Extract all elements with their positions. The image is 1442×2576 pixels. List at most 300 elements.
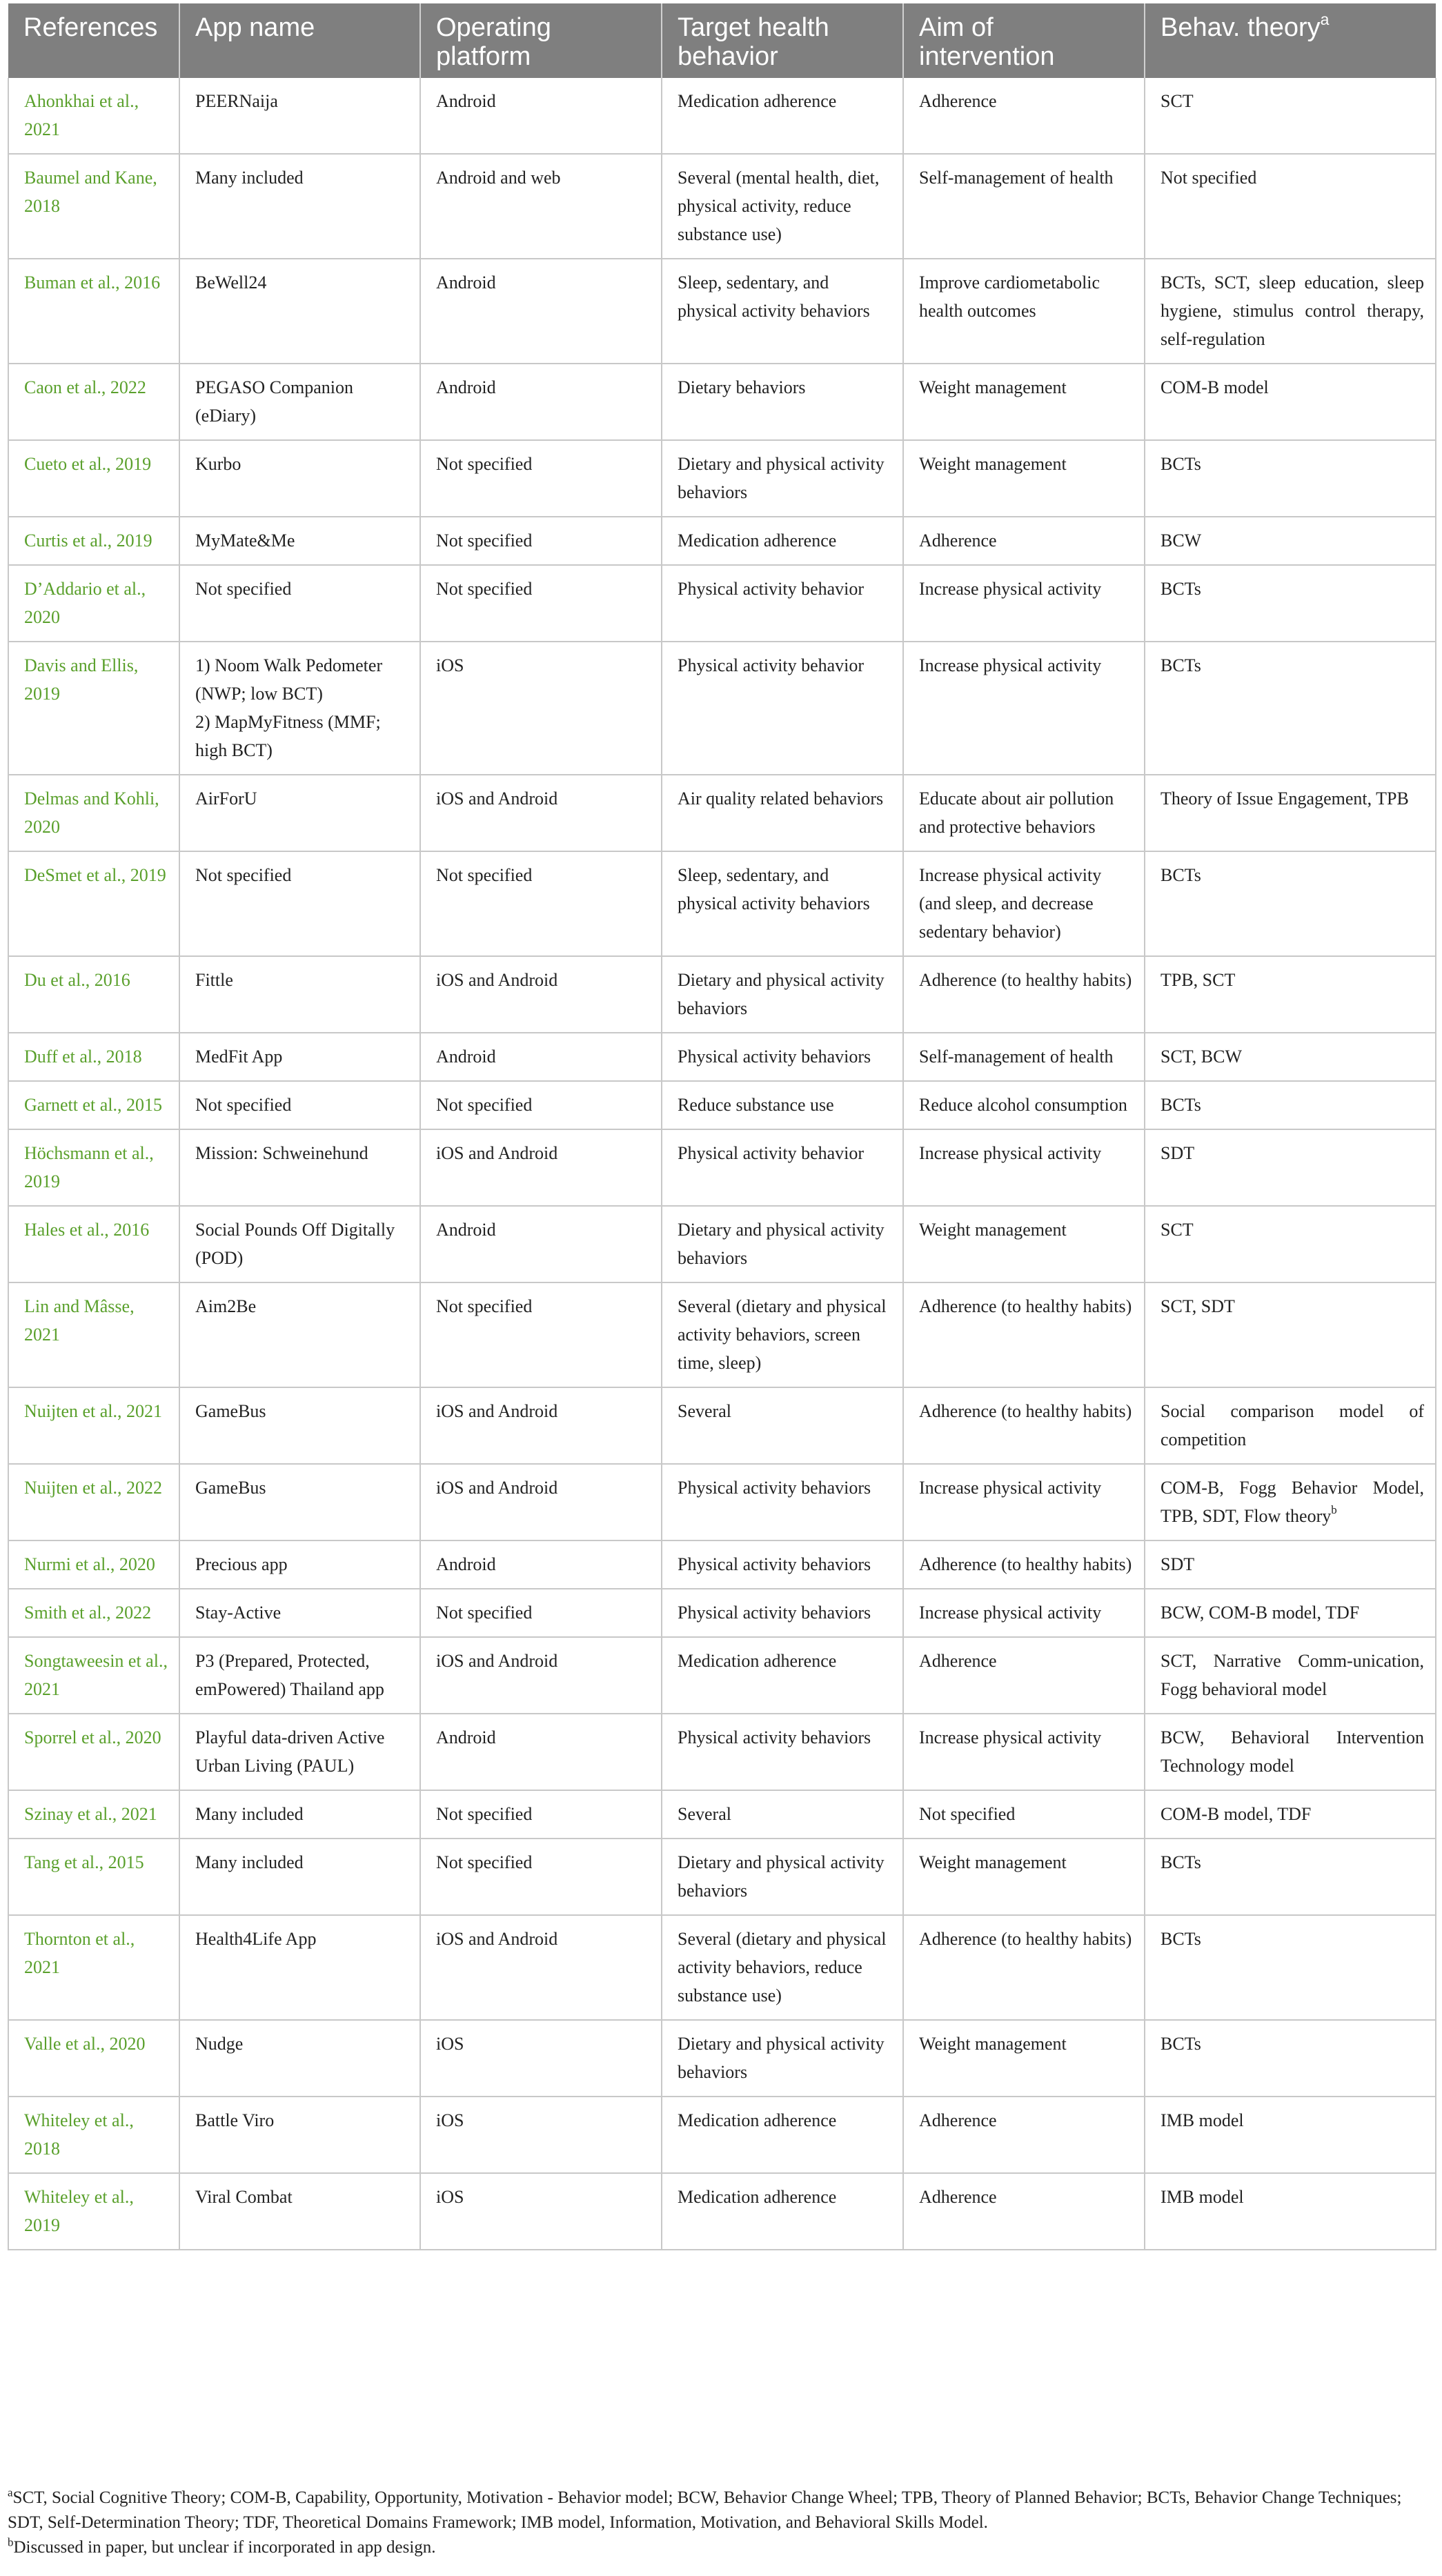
cell-operating-platform [420,1081,662,1129]
cell-behav-theory [1145,1839,1436,1915]
cell-aim-of-intervention [903,517,1145,565]
cell-aim-of-intervention [903,1714,1145,1790]
cell-aim-of-intervention [903,1282,1145,1387]
cell-aim-of-intervention-text: Adherence [919,91,997,111]
cell-behav-theory-text: BCTs [1160,1095,1201,1115]
cell-operating-platform-text: Android and web [436,168,561,188]
cell-app-name [179,1464,420,1540]
cell-app-name-text: Nudge [195,2034,244,2054]
cell-aim-of-intervention [903,1081,1145,1129]
cell-behav-theory-text: Not specified [1160,168,1257,188]
cell-behav-theory [1145,1206,1436,1282]
table-row [8,1915,1436,2020]
cell-operating-platform-text: iOS [436,2034,464,2054]
cell-reference-text: Whiteley et al., 2019 [24,2187,134,2235]
cell-reference [8,1282,179,1387]
cell-app-name-text: Kurbo [195,454,241,474]
cell-aim-of-intervention-text: Self-management of health [919,168,1114,188]
cell-target-health-behavior [662,1915,903,2020]
cell-aim-of-intervention-text: Increase physical activity [919,1727,1102,1747]
cell-aim-of-intervention [903,1387,1145,1464]
cell-target-health-behavior-text: Several [678,1804,731,1824]
cell-reference [8,1081,179,1129]
cell-aim-of-intervention-text: Adherence [919,1651,997,1671]
cell-aim-of-intervention [903,851,1145,956]
cell-operating-platform-text: iOS and Android [436,1401,558,1421]
cell-behav-theory [1145,259,1436,364]
cell-behav-theory [1145,1282,1436,1387]
cell-target-health-behavior-text: Reduce substance use [678,1095,834,1115]
cell-behav-theory [1145,642,1436,775]
cell-aim-of-intervention-text: Weight management [919,377,1067,397]
cell-target-health-behavior-text: Dietary and physical activity behaviors [678,454,885,502]
cell-reference [8,1839,179,1915]
cell-behav-theory [1145,1540,1436,1589]
cell-aim-of-intervention [903,440,1145,517]
cell-behav-theory-text: BCTs, SCT, sleep education, sleep hygiene, stimulus control therapy, self-regulation [1160,273,1424,349]
cell-aim-of-intervention-text: Not specified [919,1804,1016,1824]
cell-reference [8,1915,179,2020]
cell-target-health-behavior [662,154,903,259]
cell-reference-text: Smith et al., 2022 [24,1603,152,1623]
cell-app-name [179,1206,420,1282]
cell-target-health-behavior-text: Physical activity behaviors [678,1727,871,1747]
cell-behav-theory [1145,364,1436,440]
cell-behav-theory [1145,2097,1436,2173]
cell-operating-platform-text: Android [436,1220,496,1240]
cell-target-health-behavior-text: Several [678,1401,731,1421]
cell-reference [8,642,179,775]
cell-operating-platform-text: Android [436,91,496,111]
cell-app-name-text: Viral Combat [195,2187,293,2207]
cell-reference [8,259,179,364]
table-row [8,1206,1436,1282]
table-row [8,1790,1436,1839]
cell-aim-of-intervention [903,154,1145,259]
cell-app-name-text: Playful data-driven Active Urban Living (PAUL) [195,1727,385,1776]
cell-operating-platform [420,2173,662,2250]
cell-reference [8,565,179,642]
cell-target-health-behavior [662,1129,903,1206]
cell-operating-platform-text: Not specified [436,1603,533,1623]
table-row [8,1637,1436,1714]
cell-operating-platform-text: Not specified [436,454,533,474]
cell-operating-platform-text: Android [436,1727,496,1747]
cell-app-name-text: PEERNaija [195,91,278,111]
cell-operating-platform [420,1637,662,1714]
cell-behav-theory-text: BCW, Behavioral Intervention Technology model [1160,1727,1424,1776]
cell-reference-text: Nuijten et al., 2021 [24,1401,163,1421]
cell-behav-theory [1145,517,1436,565]
cell-operating-platform [420,517,662,565]
cell-target-health-behavior [662,1790,903,1839]
header-target-health-behavior: Target health behavior [662,3,903,78]
cell-app-name-text: P3 (Prepared, Protected, emPowered) Thailand app [195,1651,384,1699]
cell-app-name-text: Many included [195,1804,304,1824]
cell-aim-of-intervention-text: Increase physical activity [919,1603,1102,1623]
cell-behav-theory [1145,1790,1436,1839]
cell-reference [8,851,179,956]
cell-target-health-behavior [662,440,903,517]
cell-operating-platform-text: iOS and Android [436,970,558,990]
cell-operating-platform-text: Android [436,1047,496,1067]
cell-behav-theory-text: IMB model [1160,2187,1244,2207]
table-row [8,2020,1436,2097]
cell-reference-text: Hales et al., 2016 [24,1220,150,1240]
cell-app-name [179,642,420,775]
cell-operating-platform [420,1839,662,1915]
cell-target-health-behavior-text: Dietary and physical activity behaviors [678,970,885,1018]
cell-app-name-text: Social Pounds Off Digitally (POD) [195,1220,395,1268]
table-row [8,851,1436,956]
cell-app-name-text: Health4Life App [195,1929,317,1949]
cell-reference [8,78,179,154]
cell-behav-theory [1145,1637,1436,1714]
cell-target-health-behavior [662,1714,903,1790]
cell-target-health-behavior [662,642,903,775]
cell-target-health-behavior-text: Dietary and physical activity behaviors [678,1220,885,1268]
cell-app-name-text: GameBus [195,1401,266,1421]
cell-operating-platform [420,851,662,956]
cell-behav-theory [1145,1589,1436,1637]
cell-app-name [179,1589,420,1637]
cell-target-health-behavior-text: Sleep, sedentary, and physical activity behaviors [678,273,870,321]
table-row [8,1839,1436,1915]
cell-behav-theory-text: COM-B model [1160,377,1269,397]
cell-aim-of-intervention [903,1540,1145,1589]
cell-aim-of-intervention [903,956,1145,1033]
cell-app-name-text: MedFit App [195,1047,283,1067]
cell-behav-theory-text: SDT [1160,1143,1195,1163]
table-row [8,78,1436,154]
cell-aim-of-intervention [903,565,1145,642]
cell-aim-of-intervention-text: Increase physical activity [919,1143,1102,1163]
cell-target-health-behavior-text: Several (dietary and physical activity behaviors, screen time, sleep) [678,1296,887,1373]
apps-table [8,3,1436,2250]
cell-operating-platform [420,78,662,154]
cell-target-health-behavior-text: Dietary behaviors [678,377,806,397]
cell-aim-of-intervention-text: Increase physical activity [919,1478,1102,1498]
cell-operating-platform-text: iOS [436,655,464,675]
cell-target-health-behavior-text: Dietary and physical activity behaviors [678,1852,885,1901]
cell-app-name [179,956,420,1033]
cell-app-name-text: Not specified [195,1095,292,1115]
cell-app-name [179,2173,420,2250]
cell-target-health-behavior-text: Dietary and physical activity behaviors [678,2034,885,2082]
cell-operating-platform [420,1033,662,1081]
cell-reference-text: Songtaweesin et al., 2021 [24,1651,168,1699]
cell-target-health-behavior [662,1387,903,1464]
cell-aim-of-intervention-text: Adherence [919,2110,997,2130]
cell-behav-theory [1145,1387,1436,1464]
cell-app-name [179,1282,420,1387]
cell-target-health-behavior [662,2097,903,2173]
table-row [8,517,1436,565]
cell-behav-theory-text: BCTs [1160,1929,1201,1949]
cell-reference [8,956,179,1033]
table-row [8,1033,1436,1081]
cell-reference [8,364,179,440]
cell-behav-theory-text: SCT, BCW [1160,1047,1242,1067]
footnote-a: $^a$SCT, Social Cognitive Theory; COM-B, Capability, Opportunity, Motivation - Behavior model; BCW, Behavior Change Wheel; TPB, Theory of Planned Behavior; BCTs, Behavior Change Techniques; SDT, Self-Determination Theory; TDF, Theoretical Domains Framework; IMB model, Information, Motivation, and Behavioral Skills Model. [8,2486,1402,2532]
cell-app-name [179,1033,420,1081]
cell-reference [8,1714,179,1790]
cell-operating-platform-text: Not specified [436,1852,533,1872]
cell-operating-platform-text: Android [436,273,496,293]
cell-aim-of-intervention [903,1206,1145,1282]
cell-reference-text: Du et al., 2016 [24,970,130,990]
cell-aim-of-intervention [903,1839,1145,1915]
cell-aim-of-intervention [903,642,1145,775]
cell-app-name [179,851,420,956]
header-aim-of-intervention: Aim of intervention [903,3,1145,78]
cell-behav-theory-text: BCW [1160,531,1202,551]
cell-reference-text: Garnett et al., 2015 [24,1095,162,1115]
cell-app-name-text: Not specified [195,865,292,885]
cell-app-name-text: PEGASO Companion (eDiary) [195,377,353,426]
table-row [8,364,1436,440]
cell-operating-platform-text: Android [436,377,496,397]
cell-operating-platform-text: iOS [436,2187,464,2207]
cell-behav-theory-text: BCW, COM-B model, TDF [1160,1603,1360,1623]
cell-behav-theory-text: TPB, SCT [1160,970,1236,990]
cell-reference-text: Thornton et al., 2021 [24,1929,135,1977]
cell-reference-text: Baumel and Kane, 2018 [24,168,157,216]
cell-target-health-behavior [662,1282,903,1387]
cell-target-health-behavior-text: Several (mental health, diet, physical activity, reduce substance use) [678,168,880,244]
cell-operating-platform [420,259,662,364]
cell-target-health-behavior [662,1081,903,1129]
cell-reference [8,2097,179,2173]
cell-reference-text: Tang et al., 2015 [24,1852,144,1872]
cell-operating-platform [420,1464,662,1540]
cell-target-health-behavior [662,565,903,642]
cell-behav-theory-text: BCTs [1160,2034,1201,2054]
cell-reference [8,1387,179,1464]
cell-behav-theory-text: BCTs [1160,865,1201,885]
cell-app-name [179,1081,420,1129]
cell-behav-theory [1145,2173,1436,2250]
cell-app-name-text: Precious app [195,1554,288,1574]
cell-target-health-behavior-text: Medication adherence [678,91,837,111]
table-container [8,3,1435,2557]
cell-reference-text: DeSmet et al., 2019 [24,865,166,885]
cell-reference-text: Sporrel et al., 2020 [24,1727,161,1747]
cell-reference-text: Duff et al., 2018 [24,1047,142,1067]
cell-app-name [179,1540,420,1589]
cell-aim-of-intervention [903,1637,1145,1714]
table-row [8,565,1436,642]
cell-app-name-text: MyMate&Me [195,531,295,551]
cell-operating-platform [420,1282,662,1387]
cell-reference [8,154,179,259]
cell-reference [8,1464,179,1540]
cell-aim-of-intervention [903,1033,1145,1081]
cell-app-name-text: Stay-Active [195,1603,282,1623]
cell-operating-platform [420,364,662,440]
cell-aim-of-intervention [903,259,1145,364]
table-row [8,1714,1436,1790]
cell-target-health-behavior-text: Physical activity behaviors [678,1603,871,1623]
cell-app-name [179,1790,420,1839]
cell-behav-theory [1145,1915,1436,2020]
cell-app-name [179,364,420,440]
cell-aim-of-intervention-text: Self-management of health [919,1047,1114,1067]
cell-operating-platform [420,1540,662,1589]
cell-operating-platform [420,1589,662,1637]
cell-target-health-behavior [662,1637,903,1714]
table-row [8,1589,1436,1637]
cell-aim-of-intervention-text: Weight management [919,1220,1067,1240]
cell-app-name [179,2020,420,2097]
header-operating-platform: Operating platform [420,3,662,78]
cell-aim-of-intervention-text: Adherence [919,531,997,551]
cell-operating-platform [420,2020,662,2097]
cell-reference-text: Delmas and Kohli, 2020 [24,789,159,837]
header-references: References [8,3,179,78]
cell-aim-of-intervention-text: Improve cardiometabolic health outcomes [919,273,1100,321]
cell-aim-of-intervention-text: Increase physical activity [919,655,1102,675]
cell-target-health-behavior [662,1589,903,1637]
cell-aim-of-intervention [903,1464,1145,1540]
cell-reference [8,1637,179,1714]
cell-reference [8,517,179,565]
cell-target-health-behavior-text: Physical activity behavior [678,655,865,675]
cell-reference [8,2173,179,2250]
cell-aim-of-intervention [903,1129,1145,1206]
cell-reference [8,2020,179,2097]
cell-behav-theory [1145,78,1436,154]
cell-app-name [179,2097,420,2173]
table-body [8,78,1436,2250]
cell-aim-of-intervention-text: Adherence (to healthy habits) [919,970,1132,990]
footnote-marker-a: a [1320,10,1330,29]
cell-aim-of-intervention-text: Weight management [919,2034,1067,2054]
cell-behav-theory-text: SCT, SDT [1160,1296,1235,1316]
cell-target-health-behavior [662,1033,903,1081]
cell-behav-theory [1145,1129,1436,1206]
cell-behav-theory [1145,1464,1436,1540]
cell-target-health-behavior [662,2173,903,2250]
cell-app-name-text: Mission: Schweinehund [195,1143,368,1163]
cell-reference-text: Szinay et al., 2021 [24,1804,157,1824]
cell-operating-platform [420,1714,662,1790]
cell-behav-theory [1145,851,1436,956]
cell-operating-platform [420,565,662,642]
cell-aim-of-intervention [903,1915,1145,2020]
cell-behav-theory-text: BCTs [1160,454,1201,474]
cell-target-health-behavior-text: Physical activity behaviors [678,1478,871,1498]
cell-aim-of-intervention-text: Weight management [919,1852,1067,1872]
cell-app-name [179,775,420,851]
cell-app-name-text: Many included [195,1852,304,1872]
cell-reference [8,1206,179,1282]
cell-operating-platform-text: iOS and Android [436,1651,558,1671]
cell-target-health-behavior [662,364,903,440]
cell-behav-theory [1145,1081,1436,1129]
cell-operating-platform-text: iOS and Android [436,789,558,809]
cell-target-health-behavior-text: Several (dietary and physical activity behaviors, reduce substance use) [678,1929,887,2005]
table-row [8,775,1436,851]
cell-reference-text: Höchsmann et al., 2019 [24,1143,154,1191]
cell-aim-of-intervention [903,775,1145,851]
cell-reference-text: Cueto et al., 2019 [24,454,152,474]
cell-behav-theory-text: Social comparison model of competition [1160,1401,1424,1449]
cell-app-name [179,1129,420,1206]
cell-aim-of-intervention [903,1790,1145,1839]
cell-operating-platform [420,775,662,851]
cell-operating-platform [420,1129,662,1206]
cell-operating-platform [420,2097,662,2173]
cell-operating-platform-text: iOS and Android [436,1143,558,1163]
cell-aim-of-intervention [903,2097,1145,2173]
cell-app-name [179,1915,420,2020]
cell-reference-text: Caon et al., 2022 [24,377,146,397]
cell-reference [8,1589,179,1637]
table-row [8,1464,1436,1540]
table-row [8,1540,1436,1589]
cell-target-health-behavior-text: Physical activity behavior [678,1143,865,1163]
table-row [8,1387,1436,1464]
cell-app-name [179,78,420,154]
cell-target-health-behavior [662,1464,903,1540]
cell-target-health-behavior-text: Medication adherence [678,2187,837,2207]
cell-app-name-text: Fittle [195,970,233,990]
cell-aim-of-intervention-text: Adherence [919,2187,997,2207]
cell-reference-text: Valle et al., 2020 [24,2034,146,2054]
table-row [8,642,1436,775]
cell-app-name [179,1637,420,1714]
cell-target-health-behavior [662,956,903,1033]
cell-target-health-behavior [662,775,903,851]
table-row [8,259,1436,364]
cell-app-name-text: GameBus [195,1478,266,1498]
cell-behav-theory [1145,440,1436,517]
header-row [8,3,1436,78]
cell-aim-of-intervention [903,78,1145,154]
table-row [8,1282,1436,1387]
cell-behav-theory-text: SCT [1160,91,1194,111]
cell-operating-platform [420,1790,662,1839]
cell-app-name [179,1839,420,1915]
cell-operating-platform-text: iOS and Android [436,1478,558,1498]
cell-target-health-behavior [662,78,903,154]
cell-reference-text: Davis and Ellis, 2019 [24,655,139,704]
cell-behav-theory-text: Theory of Issue Engagement, TPB [1160,789,1409,809]
table-row [8,1081,1436,1129]
cell-aim-of-intervention-text: Weight management [919,454,1067,474]
cell-target-health-behavior [662,259,903,364]
footnote-b: $^b$Discussed in paper, but unclear if incorporated in app design. [8,2535,436,2557]
cell-operating-platform [420,1915,662,2020]
cell-reference-text: Nurmi et al., 2020 [24,1554,155,1574]
cell-operating-platform-text: Not specified [436,579,533,599]
cell-aim-of-intervention-text: Adherence (to healthy habits) [919,1554,1132,1574]
cell-operating-platform [420,956,662,1033]
table-footnotes [8,2486,1435,2560]
cell-aim-of-intervention-text: Increase physical activity (and sleep, and decrease sedentary behavior) [919,865,1102,942]
cell-reference [8,775,179,851]
cell-target-health-behavior-text: Physical activity behaviors [678,1047,871,1067]
cell-operating-platform-text: Not specified [436,1095,533,1115]
cell-target-health-behavior-text: Sleep, sedentary, and physical activity behaviors [678,865,870,913]
cell-reference [8,1540,179,1589]
cell-target-health-behavior [662,851,903,956]
cell-target-health-behavior-text: Medication adherence [678,2110,837,2130]
cell-target-health-behavior [662,517,903,565]
cell-target-health-behavior [662,1839,903,1915]
cell-reference-text: Nuijten et al., 2022 [24,1478,163,1498]
